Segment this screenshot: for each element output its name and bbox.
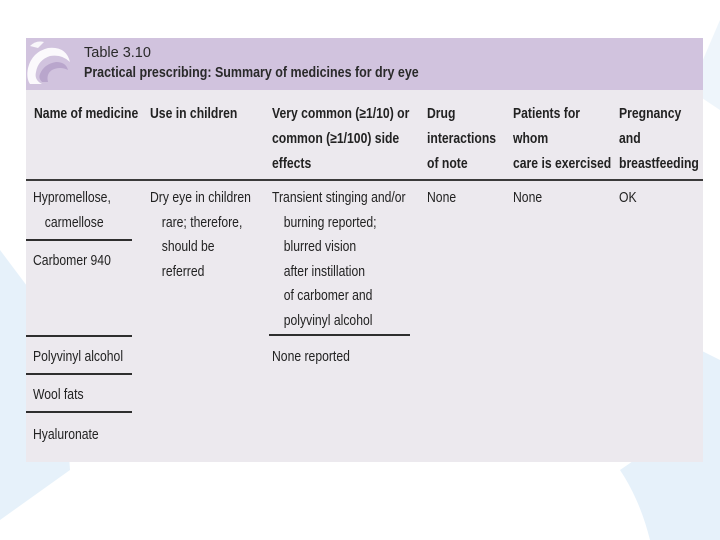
header-use-in-children: Use in children [150,106,238,122]
corner-swirl-icon [26,38,78,86]
header-pregnancy-breastfeeding: Pregnancy and breastfeeding [619,106,699,172]
row-divider [26,411,132,413]
side-effects-line: polyvinyl alcohol [283,312,373,329]
row-divider [26,373,132,375]
row-divider [26,335,132,337]
medicine-cell-hypromellose [33,186,111,235]
interactions-cell: None [427,190,457,206]
children-use-line: Dry eye in children [150,190,251,206]
row-divider [26,239,132,241]
medicine-name-line: Hypromellose, [33,190,111,206]
children-use-line: referred [161,263,205,280]
header-side-effects: Very common (≥1/10) or common (≥1/100) side effects [272,106,410,172]
side-effects-cell [272,186,406,333]
medicine-cell-hyaluronate: Hyaluronate [33,427,99,443]
caution-cell: None [513,190,543,206]
medicine-cell-polyvinyl-alcohol: Polyvinyl alcohol [33,349,124,365]
dry-eye-medicines-table [26,38,703,462]
header-divider [26,179,703,181]
medicine-name-line: carmellose [44,214,104,231]
table-number: Table 3.10 [84,45,151,61]
medicine-cell-carbomer: Carbomer 940 [33,253,111,269]
header-patients-care: Patients for whom care is exercised [513,106,612,172]
side-effects-line: burning reported; [283,214,377,231]
side-effects-line: after instillation [283,263,366,280]
side-effects-line: of carbomer and [283,288,373,304]
header-name-of-medicine: Name of medicine [34,106,139,122]
table-title-band [26,38,703,90]
header-drug-interactions: Drug interactions of note [427,106,497,172]
side-effects-line: Transient stinging and/or [272,190,406,206]
children-use-line: should be [161,239,215,255]
children-use-cell [150,186,251,284]
side-effects-none-reported: None reported [272,349,350,365]
children-use-line: rare; therefore, [161,214,243,231]
medicine-cell-wool-fats: Wool fats [33,387,84,403]
row-divider [269,334,410,336]
side-effects-line: blurred vision [283,239,357,255]
pregnancy-cell: OK [619,190,637,206]
table-caption: Practical prescribing: Summary of medicines for dry eye [84,65,419,81]
